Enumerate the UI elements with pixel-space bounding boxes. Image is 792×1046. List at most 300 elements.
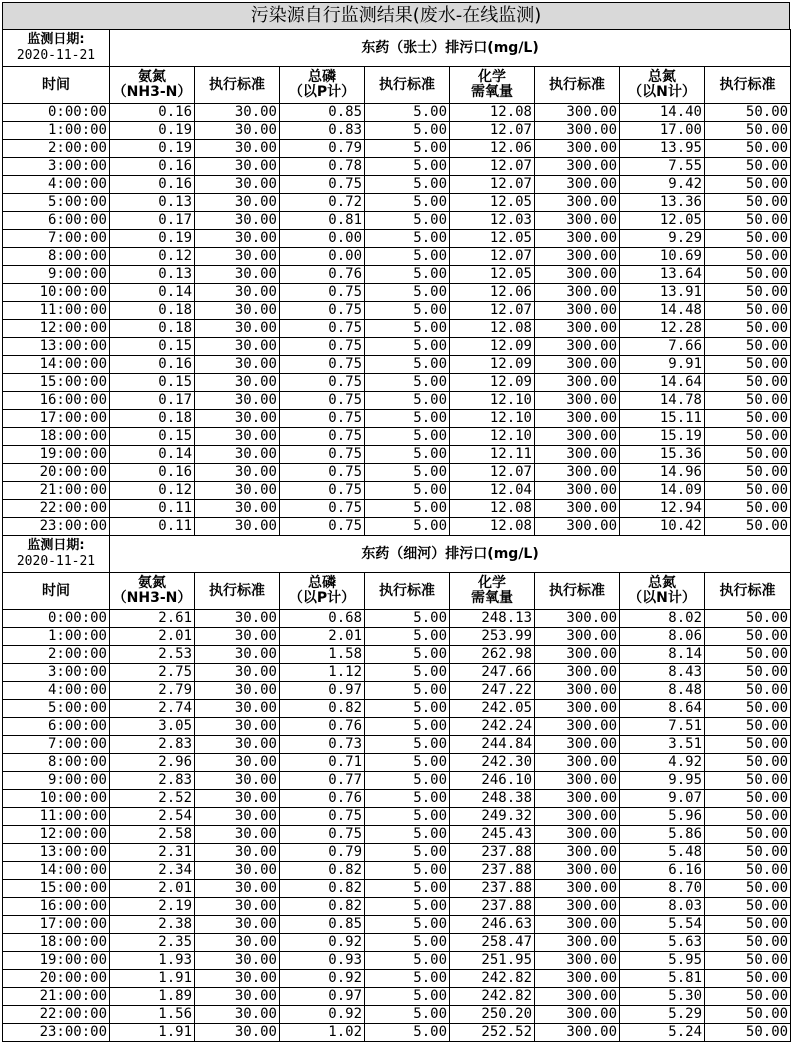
cell-cod: 12.09 [450,374,535,392]
table-row [3,898,791,916]
column-header-time: 时间 [3,573,110,610]
cell-phosphorus: 0.72 [280,194,365,212]
cell-nitrogen: 5.96 [620,808,705,826]
cell-cod-limit: 300.00 [535,104,620,122]
cell-nitrogen: 8.03 [620,898,705,916]
cell-phosphorus: 0.97 [280,682,365,700]
cell-ammonia-limit: 30.00 [195,700,280,718]
table-row [3,736,791,754]
cell-cod: 12.04 [450,482,535,500]
cell-ammonia-limit: 30.00 [195,790,280,808]
cell-nitrogen: 15.19 [620,428,705,446]
cell-cod-limit: 300.00 [535,464,620,482]
cell-time: 23:00:00 [3,518,110,536]
cell-phosphorus: 0.00 [280,230,365,248]
cell-nitrogen: 15.36 [620,446,705,464]
cell-time: 22:00:00 [3,500,110,518]
cell-cod-limit: 300.00 [535,646,620,664]
cell-nitrogen: 13.91 [620,284,705,302]
cell-ammonia: 0.12 [110,482,195,500]
column-header-phosphorus-limit: 执行标准 [365,67,450,104]
cell-cod-limit: 300.00 [535,284,620,302]
cell-time: 14:00:00 [3,356,110,374]
table-row [3,772,791,790]
cell-cod-limit: 300.00 [535,754,620,772]
cell-ammonia-limit: 30.00 [195,446,280,464]
cell-ammonia-limit: 30.00 [195,880,280,898]
cell-cod: 247.22 [450,682,535,700]
cell-nitrogen: 12.28 [620,320,705,338]
cell-time: 1:00:00 [3,628,110,646]
cell-ammonia: 0.13 [110,266,195,284]
cell-nitrogen: 14.40 [620,104,705,122]
cell-ammonia-limit: 30.00 [195,646,280,664]
cell-ammonia: 2.75 [110,664,195,682]
cell-cod-limit: 300.00 [535,518,620,536]
cell-cod-limit: 300.00 [535,248,620,266]
cell-nitrogen: 15.11 [620,410,705,428]
cell-phosphorus-limit: 5.00 [365,158,450,176]
cell-ammonia-limit: 30.00 [195,518,280,536]
cell-ammonia: 2.38 [110,916,195,934]
cell-nitrogen-limit: 50.00 [705,212,791,230]
cell-phosphorus: 0.82 [280,898,365,916]
cell-time: 16:00:00 [3,898,110,916]
cell-ammonia: 0.19 [110,140,195,158]
cell-cod-limit: 300.00 [535,194,620,212]
cell-nitrogen-limit: 50.00 [705,122,791,140]
monitoring-date-cell [3,536,110,573]
cell-phosphorus: 0.76 [280,718,365,736]
cell-ammonia-limit: 30.00 [195,374,280,392]
cell-ammonia-limit: 30.00 [195,934,280,952]
cell-ammonia-limit: 30.00 [195,230,280,248]
cell-cod: 262.98 [450,646,535,664]
cell-cod: 12.06 [450,284,535,302]
cell-nitrogen: 9.07 [620,790,705,808]
cell-cod-limit: 300.00 [535,446,620,464]
table-row [3,610,791,628]
cell-nitrogen: 8.43 [620,664,705,682]
outlet-name: 东药（张士）排污口(mg/L) [110,30,791,67]
cell-cod: 237.88 [450,898,535,916]
cell-cod: 12.07 [450,176,535,194]
table-row [3,646,791,664]
cell-nitrogen: 5.63 [620,934,705,952]
cell-ammonia: 2.53 [110,646,195,664]
table-row [3,194,791,212]
cell-nitrogen: 14.96 [620,464,705,482]
cell-cod-limit: 300.00 [535,700,620,718]
cell-cod-limit: 300.00 [535,772,620,790]
cell-phosphorus-limit: 5.00 [365,266,450,284]
cell-phosphorus: 0.75 [280,500,365,518]
cell-phosphorus: 0.92 [280,1006,365,1024]
cell-nitrogen: 9.95 [620,772,705,790]
cell-ammonia-limit: 30.00 [195,916,280,934]
column-header-ammonia: 氨氮 （NH3-N） [110,67,195,104]
table-row [3,682,791,700]
column-header-ammonia: 氨氮 （NH3-N） [110,573,195,610]
cell-ammonia-limit: 30.00 [195,772,280,790]
table-row [3,176,791,194]
cell-phosphorus: 0.75 [280,284,365,302]
cell-phosphorus-limit: 5.00 [365,500,450,518]
cell-ammonia-limit: 30.00 [195,718,280,736]
cell-nitrogen-limit: 50.00 [705,428,791,446]
cell-nitrogen-limit: 50.00 [705,790,791,808]
cell-ammonia-limit: 30.00 [195,736,280,754]
cell-time: 6:00:00 [3,718,110,736]
column-header-ammonia-limit: 执行标准 [195,573,280,610]
cell-phosphorus-limit: 5.00 [365,628,450,646]
cell-cod: 12.07 [450,122,535,140]
cell-phosphorus: 0.75 [280,826,365,844]
cell-cod-limit: 300.00 [535,374,620,392]
cell-phosphorus: 1.58 [280,646,365,664]
cell-ammonia: 2.83 [110,736,195,754]
cell-nitrogen-limit: 50.00 [705,664,791,682]
cell-nitrogen: 8.70 [620,880,705,898]
cell-ammonia: 2.31 [110,844,195,862]
table-row [3,356,791,374]
cell-time: 12:00:00 [3,320,110,338]
cell-cod-limit: 300.00 [535,338,620,356]
cell-phosphorus-limit: 5.00 [365,916,450,934]
cell-time: 12:00:00 [3,826,110,844]
cell-nitrogen: 10.42 [620,518,705,536]
cell-nitrogen-limit: 50.00 [705,772,791,790]
cell-nitrogen-limit: 50.00 [705,898,791,916]
cell-ammonia-limit: 30.00 [195,410,280,428]
cell-time: 7:00:00 [3,736,110,754]
cell-nitrogen: 17.00 [620,122,705,140]
cell-ammonia: 0.11 [110,518,195,536]
cell-nitrogen-limit: 50.00 [705,628,791,646]
cell-nitrogen-limit: 50.00 [705,970,791,988]
cell-cod: 12.09 [450,356,535,374]
table-row [3,934,791,952]
cell-ammonia-limit: 30.00 [195,302,280,320]
cell-phosphorus-limit: 5.00 [365,176,450,194]
cell-phosphorus-limit: 5.00 [365,646,450,664]
cell-phosphorus: 0.75 [280,320,365,338]
cell-time: 9:00:00 [3,266,110,284]
table-row [3,248,791,266]
cell-ammonia: 2.96 [110,754,195,772]
cell-phosphorus-limit: 5.00 [365,898,450,916]
cell-cod-limit: 300.00 [535,158,620,176]
cell-phosphorus: 0.75 [280,428,365,446]
cell-ammonia-limit: 30.00 [195,428,280,446]
cell-ammonia-limit: 30.00 [195,970,280,988]
cell-ammonia-limit: 30.00 [195,392,280,410]
cell-ammonia: 0.15 [110,428,195,446]
table-row [3,140,791,158]
cell-ammonia-limit: 30.00 [195,212,280,230]
cell-nitrogen: 8.02 [620,610,705,628]
cell-phosphorus: 0.75 [280,482,365,500]
cell-time: 2:00:00 [3,140,110,158]
cell-ammonia: 1.91 [110,970,195,988]
cell-ammonia: 2.58 [110,826,195,844]
column-header-nitrogen-limit: 执行标准 [705,67,791,104]
cell-nitrogen: 13.95 [620,140,705,158]
cell-nitrogen-limit: 50.00 [705,410,791,428]
cell-cod-limit: 300.00 [535,266,620,284]
cell-nitrogen: 9.29 [620,230,705,248]
cell-ammonia: 2.74 [110,700,195,718]
cell-phosphorus-limit: 5.00 [365,826,450,844]
cell-nitrogen: 7.51 [620,718,705,736]
cell-phosphorus: 0.75 [280,808,365,826]
cell-nitrogen-limit: 50.00 [705,194,791,212]
cell-nitrogen-limit: 50.00 [705,500,791,518]
cell-cod: 245.43 [450,826,535,844]
cell-time: 19:00:00 [3,446,110,464]
cell-cod: 246.63 [450,916,535,934]
cell-time: 20:00:00 [3,464,110,482]
cell-ammonia: 1.93 [110,952,195,970]
cell-phosphorus-limit: 5.00 [365,410,450,428]
cell-time: 21:00:00 [3,482,110,500]
cell-time: 20:00:00 [3,970,110,988]
cell-ammonia: 0.14 [110,446,195,464]
cell-cod-limit: 300.00 [535,970,620,988]
cell-phosphorus: 0.77 [280,772,365,790]
cell-ammonia: 0.16 [110,176,195,194]
cell-phosphorus: 0.75 [280,410,365,428]
column-header-row [3,67,791,104]
cell-cod: 242.05 [450,700,535,718]
cell-phosphorus-limit: 5.00 [365,284,450,302]
cell-nitrogen: 5.24 [620,1024,705,1042]
cell-cod: 12.06 [450,140,535,158]
cell-phosphorus-limit: 5.00 [365,844,450,862]
cell-phosphorus: 0.93 [280,952,365,970]
cell-phosphorus: 0.85 [280,104,365,122]
cell-ammonia-limit: 30.00 [195,898,280,916]
table-row [3,790,791,808]
cell-cod: 12.05 [450,266,535,284]
table-row [3,266,791,284]
table-row [3,446,791,464]
cell-nitrogen-limit: 50.00 [705,952,791,970]
cell-nitrogen: 14.48 [620,302,705,320]
cell-cod: 12.07 [450,248,535,266]
cell-nitrogen-limit: 50.00 [705,700,791,718]
cell-cod-limit: 300.00 [535,428,620,446]
cell-nitrogen-limit: 50.00 [705,320,791,338]
cell-ammonia-limit: 30.00 [195,482,280,500]
column-header-nitrogen: 总氮 （以N计） [620,67,705,104]
table-row [3,410,791,428]
cell-nitrogen-limit: 50.00 [705,610,791,628]
cell-phosphorus-limit: 5.00 [365,446,450,464]
cell-cod-limit: 300.00 [535,952,620,970]
monitoring-date-label: 监测日期: [27,538,85,553]
section-header-row [3,536,791,573]
cell-cod: 251.95 [450,952,535,970]
column-header-row [3,573,791,610]
cell-time: 10:00:00 [3,790,110,808]
cell-nitrogen-limit: 50.00 [705,754,791,772]
cell-phosphorus: 0.79 [280,844,365,862]
cell-phosphorus-limit: 5.00 [365,736,450,754]
table-row [3,338,791,356]
cell-cod-limit: 300.00 [535,790,620,808]
cell-cod: 237.88 [450,862,535,880]
cell-cod-limit: 300.00 [535,176,620,194]
cell-ammonia-limit: 30.00 [195,754,280,772]
cell-ammonia: 0.14 [110,284,195,302]
table-row [3,392,791,410]
cell-time: 22:00:00 [3,1006,110,1024]
cell-nitrogen-limit: 50.00 [705,808,791,826]
cell-phosphorus-limit: 5.00 [365,320,450,338]
cell-ammonia-limit: 30.00 [195,862,280,880]
cell-cod: 12.10 [450,410,535,428]
table-row [3,284,791,302]
cell-cod: 252.52 [450,1024,535,1042]
cell-phosphorus-limit: 5.00 [365,718,450,736]
cell-cod-limit: 300.00 [535,682,620,700]
cell-cod: 237.88 [450,880,535,898]
table-row [3,374,791,392]
section-header-row [3,30,791,67]
cell-nitrogen: 14.64 [620,374,705,392]
cell-cod: 253.99 [450,628,535,646]
cell-cod-limit: 300.00 [535,122,620,140]
cell-nitrogen: 12.05 [620,212,705,230]
report-title: 污染源自行监测结果(废水-在线监测) [2,2,790,29]
cell-time: 7:00:00 [3,230,110,248]
table-row [3,464,791,482]
cell-cod-limit: 300.00 [535,230,620,248]
cell-time: 6:00:00 [3,212,110,230]
cell-cod-limit: 300.00 [535,898,620,916]
cell-cod: 12.05 [450,230,535,248]
column-header-phosphorus-limit: 执行标准 [365,573,450,610]
table-row [3,826,791,844]
cell-phosphorus-limit: 5.00 [365,140,450,158]
cell-ammonia: 1.89 [110,988,195,1006]
cell-ammonia: 0.16 [110,158,195,176]
cell-time: 15:00:00 [3,880,110,898]
cell-ammonia: 0.16 [110,104,195,122]
cell-nitrogen-limit: 50.00 [705,392,791,410]
table-row [3,844,791,862]
cell-phosphorus-limit: 5.00 [365,482,450,500]
cell-phosphorus: 0.75 [280,446,365,464]
cell-ammonia-limit: 30.00 [195,122,280,140]
column-header-cod-limit: 执行标准 [535,573,620,610]
cell-ammonia: 0.12 [110,248,195,266]
column-header-time: 时间 [3,67,110,104]
cell-phosphorus-limit: 5.00 [365,880,450,898]
cell-time: 10:00:00 [3,284,110,302]
cell-time: 14:00:00 [3,862,110,880]
monitoring-date: 2020-11-21 [16,48,96,63]
cell-nitrogen-limit: 50.00 [705,482,791,500]
cell-phosphorus: 0.97 [280,988,365,1006]
cell-nitrogen-limit: 50.00 [705,464,791,482]
column-header-nitrogen-limit: 执行标准 [705,573,791,610]
cell-nitrogen: 8.14 [620,646,705,664]
table-row [3,104,791,122]
cell-ammonia-limit: 30.00 [195,338,280,356]
report-page [2,2,790,1042]
cell-nitrogen-limit: 50.00 [705,646,791,664]
cell-ammonia-limit: 30.00 [195,844,280,862]
cell-phosphorus-limit: 5.00 [365,122,450,140]
column-header-ammonia-limit: 执行标准 [195,67,280,104]
table-row [3,212,791,230]
cell-cod-limit: 300.00 [535,482,620,500]
cell-ammonia: 2.19 [110,898,195,916]
cell-phosphorus-limit: 5.00 [365,230,450,248]
cell-ammonia-limit: 30.00 [195,176,280,194]
cell-cod: 12.07 [450,302,535,320]
cell-cod: 12.08 [450,104,535,122]
cell-phosphorus: 0.82 [280,880,365,898]
column-header-phosphorus: 总磷 （以P计） [280,573,365,610]
cell-nitrogen-limit: 50.00 [705,916,791,934]
cell-cod-limit: 300.00 [535,718,620,736]
cell-nitrogen-limit: 50.00 [705,934,791,952]
cell-cod: 12.05 [450,194,535,212]
cell-phosphorus: 0.75 [280,464,365,482]
cell-ammonia-limit: 30.00 [195,104,280,122]
cell-cod-limit: 300.00 [535,140,620,158]
cell-time: 17:00:00 [3,916,110,934]
cell-phosphorus: 0.78 [280,158,365,176]
cell-ammonia: 0.17 [110,392,195,410]
table-row [3,718,791,736]
cell-cod-limit: 300.00 [535,628,620,646]
cell-phosphorus-limit: 5.00 [365,338,450,356]
cell-cod: 258.47 [450,934,535,952]
cell-phosphorus-limit: 5.00 [365,808,450,826]
cell-phosphorus: 0.75 [280,374,365,392]
cell-cod-limit: 300.00 [535,212,620,230]
cell-nitrogen-limit: 50.00 [705,104,791,122]
cell-cod: 12.10 [450,428,535,446]
cell-cod-limit: 300.00 [535,1024,620,1042]
cell-cod: 12.11 [450,446,535,464]
cell-time: 11:00:00 [3,302,110,320]
cell-cod: 244.84 [450,736,535,754]
cell-phosphorus: 1.02 [280,1024,365,1042]
cell-nitrogen-limit: 50.00 [705,862,791,880]
cell-ammonia: 0.18 [110,320,195,338]
cell-nitrogen-limit: 50.00 [705,302,791,320]
cell-time: 5:00:00 [3,194,110,212]
cell-cod: 12.10 [450,392,535,410]
cell-nitrogen: 14.09 [620,482,705,500]
table-row [3,158,791,176]
cell-time: 0:00:00 [3,610,110,628]
cell-cod-limit: 300.00 [535,1006,620,1024]
table-row [3,518,791,536]
cell-time: 3:00:00 [3,158,110,176]
cell-cod-limit: 300.00 [535,302,620,320]
outlet-name: 东药（细河）排污口(mg/L) [110,536,791,573]
table-row [3,808,791,826]
cell-phosphorus-limit: 5.00 [365,934,450,952]
cell-ammonia: 2.01 [110,628,195,646]
cell-cod: 247.66 [450,664,535,682]
